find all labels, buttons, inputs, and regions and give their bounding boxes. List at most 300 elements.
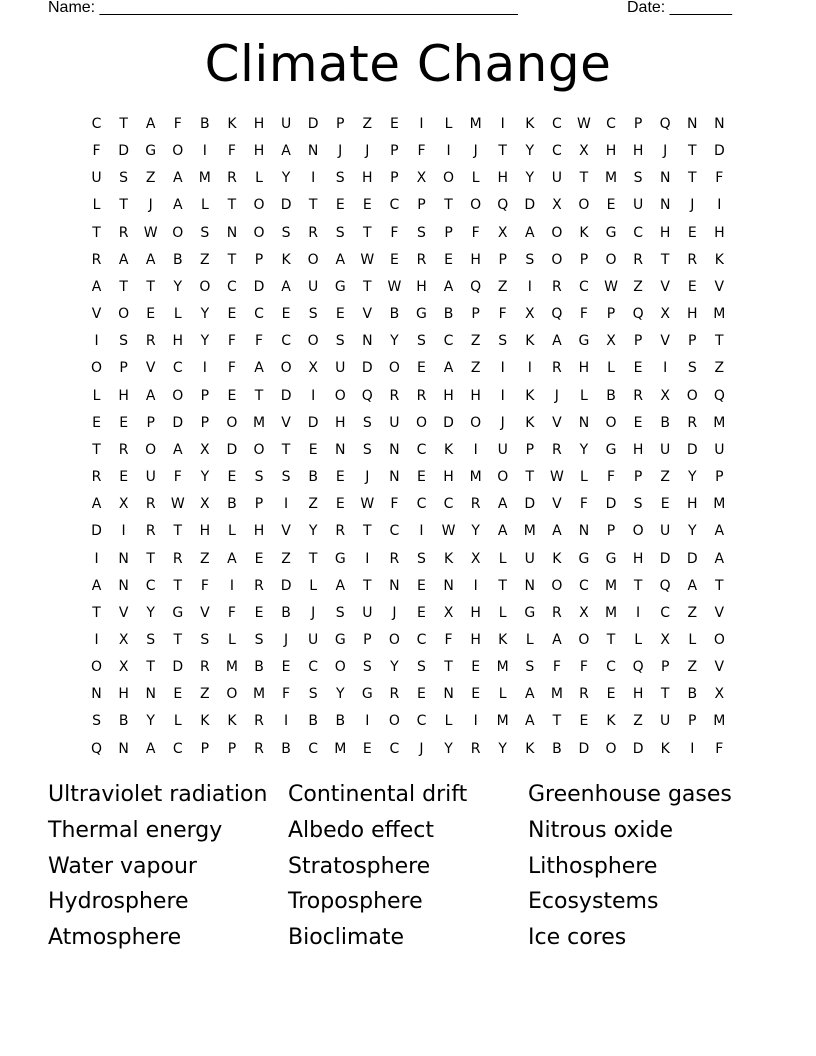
grid-letter: V [552, 414, 562, 431]
grid-letter: L [607, 360, 615, 377]
grid-letter: T [444, 197, 453, 214]
grid-letter: S [335, 170, 345, 187]
grid-letter: J [338, 143, 343, 160]
grid-letter: H [253, 143, 265, 160]
grid-letter: F [254, 333, 264, 350]
grid-letter: A [335, 251, 346, 268]
grid-row [83, 495, 733, 522]
grid-letter: Z [200, 686, 210, 703]
grid-letter: M [713, 496, 726, 513]
word-list-item: Ice cores [528, 925, 627, 951]
grid-letter: K [552, 550, 562, 567]
grid-letter: P [606, 523, 616, 540]
grid-letter: A [497, 523, 508, 540]
grid-letter: S [119, 333, 129, 350]
grid-letter: S [362, 441, 372, 458]
grid-letter: F [471, 224, 480, 241]
grid-letter: U [389, 414, 400, 431]
grid-row [83, 740, 733, 767]
grid-letter: D [578, 740, 590, 757]
grid-letter: G [605, 224, 617, 241]
grid-row [83, 196, 733, 223]
grid-letter: T [715, 333, 724, 350]
grid-letter: D [524, 197, 536, 214]
grid-letter: O [172, 143, 184, 160]
grid-letter: F [173, 116, 182, 132]
grid-letter: E [417, 469, 426, 486]
grid-letter: Z [145, 170, 156, 187]
grid-letter: E [471, 686, 481, 703]
grid-letter: T [687, 170, 697, 187]
grid-letter: R [552, 360, 562, 377]
grid-letter: P [633, 333, 643, 350]
grid-letter: L [228, 523, 236, 540]
grid-letter: Z [200, 251, 210, 268]
grid-letter: S [417, 659, 426, 676]
grid-letter: R [118, 224, 129, 241]
grid-letter: R [416, 251, 427, 268]
grid-letter: S [308, 306, 318, 323]
grid-letter: S [687, 360, 697, 377]
grid-letter: C [389, 197, 400, 214]
grid-letter: S [146, 631, 156, 648]
grid-letter: S [92, 713, 101, 730]
grid-letter: C [416, 631, 427, 648]
grid-letter: R [254, 577, 264, 594]
grid-letter: Y [687, 469, 697, 486]
grid-letter: Z [633, 713, 643, 730]
grid-letter: T [92, 604, 101, 621]
grid-letter: F [715, 170, 724, 187]
grid-letter: C [606, 659, 616, 676]
grid-letter: D [307, 414, 319, 431]
grid-letter: T [363, 523, 372, 540]
grid-letter: Z [497, 278, 508, 295]
grid-letter: M [604, 604, 618, 621]
grid-letter: D [659, 550, 671, 567]
grid-letter: Y [173, 278, 183, 295]
grid-row [83, 332, 733, 359]
grid-row [83, 278, 733, 305]
grid-letter: K [525, 333, 535, 350]
grid-letter: R [552, 441, 562, 458]
grid-letter: X [579, 143, 589, 160]
grid-letter: Y [525, 143, 535, 160]
grid-letter: B [389, 306, 400, 323]
grid-letter: S [281, 469, 291, 486]
grid-letter: O [578, 631, 590, 648]
grid-letter: A [91, 577, 102, 594]
grid-letter: C [145, 577, 156, 594]
grid-letter: G [172, 604, 184, 621]
grid-letter: N [389, 469, 400, 486]
grid-letter: M [252, 686, 266, 703]
grid-letter: R [227, 170, 237, 187]
grid-row [83, 522, 733, 549]
grid-letter: E [579, 713, 589, 730]
grid-letter: T [363, 278, 372, 295]
grid-letter: O [686, 387, 698, 404]
grid-letter: Q [632, 306, 644, 323]
grid-letter: T [254, 387, 264, 404]
grid-letter: D [361, 360, 373, 377]
grid-row [83, 441, 733, 468]
grid-letter: V [91, 306, 102, 323]
grid-row [83, 305, 733, 332]
grid-letter: F [227, 143, 236, 160]
grid-letter: V [660, 278, 670, 295]
grid-letter: R [145, 496, 156, 513]
grid-letter: O [388, 713, 400, 730]
grid-letter: Y [146, 713, 155, 730]
grid-letter: S [525, 659, 535, 676]
grid-letter: E [389, 116, 399, 132]
grid-letter: M [523, 523, 536, 540]
grid-letter: U [714, 441, 725, 458]
grid-letter: C [389, 523, 400, 540]
grid-letter: E [471, 659, 481, 676]
grid-row [83, 712, 733, 739]
grid-letter: A [443, 278, 454, 295]
grid-letter: D [253, 278, 265, 295]
grid-letter: O [551, 577, 563, 594]
grid-letter: P [119, 360, 128, 377]
grid-letter: Y [579, 441, 589, 458]
grid-letter: H [714, 224, 725, 241]
grid-letter: H [470, 387, 481, 404]
name-field-label: Name: _______________________________________________ [48, 0, 518, 16]
grid-letter: J [365, 143, 370, 160]
grid-letter: T [606, 631, 616, 648]
grid-letter: H [199, 523, 211, 540]
grid-letter: T [308, 550, 318, 567]
grid-letter: M [225, 659, 238, 676]
grid-letter: A [172, 170, 183, 187]
grid-letter: E [660, 496, 670, 513]
grid-letter: E [227, 306, 237, 323]
grid-letter: T [146, 278, 155, 295]
grid-letter: L [688, 631, 697, 648]
grid-letter: X [443, 604, 454, 621]
grid-letter: T [552, 713, 562, 730]
grid-letter: H [253, 116, 265, 132]
grid-row [83, 685, 733, 712]
grid-letter: E [687, 224, 697, 241]
grid-letter: F [715, 740, 724, 757]
grid-letter: X [416, 170, 427, 187]
grid-letter: C [443, 333, 454, 350]
grid-letter: T [92, 224, 101, 241]
grid-letter: M [252, 414, 266, 431]
grid-letter: T [227, 197, 237, 214]
grid-letter: P [254, 251, 264, 268]
grid-letter: A [145, 387, 156, 404]
grid-letter: S [254, 631, 264, 648]
grid-letter: O [605, 251, 617, 268]
word-list [48, 780, 788, 959]
grid-row [83, 604, 733, 631]
grid-letter: C [172, 360, 183, 377]
grid-letter: I [229, 577, 234, 594]
grid-letter: G [605, 550, 617, 567]
grid-letter: T [498, 143, 507, 160]
grid-letter: M [604, 170, 618, 187]
grid-letter: O [253, 197, 265, 214]
grid-letter: F [498, 306, 507, 323]
grid-letter: P [715, 469, 724, 486]
grid-letter: I [473, 577, 478, 594]
grid-letter: T [173, 577, 183, 594]
grid-letter: C [633, 224, 643, 241]
grid-letter: B [308, 469, 318, 486]
word-list-item: Troposphere [288, 889, 423, 915]
grid-letter: I [419, 523, 424, 540]
grid-row [83, 224, 733, 251]
grid-letter: A [172, 197, 183, 214]
grid-letter: B [552, 740, 562, 757]
grid-letter: L [525, 631, 534, 648]
grid-letter: Y [390, 333, 399, 350]
grid-letter: O [253, 224, 265, 241]
grid-letter: I [365, 713, 370, 730]
grid-letter: F [282, 686, 291, 703]
grid-letter: N [118, 550, 129, 567]
grid-letter: X [714, 686, 725, 703]
grid-letter: X [660, 387, 670, 404]
word-list-item: Lithosphere [528, 853, 658, 879]
grid-letter: N [659, 197, 671, 214]
grid-letter: L [309, 577, 318, 594]
grid-letter: K [498, 631, 508, 648]
grid-letter: O [497, 469, 509, 486]
grid-letter: T [281, 441, 291, 458]
grid-letter: P [606, 306, 616, 323]
grid-letter: O [307, 333, 319, 350]
date-field-label: Date: _______ [627, 0, 732, 16]
grid-letter: C [308, 740, 319, 757]
grid-letter: O [578, 197, 590, 214]
grid-letter: N [389, 577, 400, 594]
grid-letter: T [173, 631, 183, 648]
grid-letter: U [362, 604, 373, 621]
grid-letter: W [441, 523, 456, 540]
grid-letter: T [579, 170, 589, 187]
grid-letter: U [280, 116, 292, 132]
grid-row [83, 387, 733, 414]
grid-letter: A [145, 251, 156, 268]
grid-letter: P [200, 387, 210, 404]
grid-letter: I [500, 387, 505, 404]
grid-letter: J [311, 604, 316, 621]
grid-letter: P [254, 496, 264, 513]
grid-letter: A [281, 278, 291, 295]
grid-letter: X [497, 224, 508, 241]
word-list-item: Continental drift [288, 782, 468, 807]
grid-letter: H [632, 550, 644, 567]
grid-letter: A [525, 224, 535, 241]
grid-letter: L [471, 170, 480, 187]
grid-letter: L [255, 170, 263, 187]
grid-letter: V [552, 496, 562, 513]
grid-letter: Y [200, 333, 210, 350]
grid-letter: R [552, 278, 562, 295]
grid-letter: V [200, 604, 210, 621]
grid-letter: P [471, 306, 480, 323]
grid-letter: P [525, 441, 535, 458]
grid-letter: K [443, 441, 454, 458]
grid-letter: N [578, 523, 590, 540]
grid-letter: T [146, 659, 155, 676]
grid-letter: P [390, 170, 399, 187]
grid-letter: A [552, 333, 562, 350]
grid-letter: R [199, 659, 210, 676]
grid-letter: K [281, 251, 291, 268]
grid-letter: E [606, 686, 616, 703]
grid-letter: A [552, 523, 562, 540]
grid-letter: R [416, 387, 427, 404]
grid-letter: R [389, 550, 400, 567]
grid-letter: N [226, 224, 238, 241]
grid-letter: I [663, 360, 668, 377]
grid-letter: C [579, 577, 589, 594]
grid-letter: I [473, 441, 478, 458]
grid-letter: N [524, 577, 536, 594]
grid-letter: W [360, 496, 375, 513]
grid-letter: H [497, 170, 508, 187]
grid-letter: U [660, 523, 671, 540]
grid-letter: S [200, 224, 210, 241]
grid-letter: Z [470, 360, 481, 377]
grid-letter: O [226, 414, 238, 431]
grid-letter: K [443, 550, 454, 567]
grid-letter: Z [660, 469, 670, 486]
grid-letter: R [145, 333, 156, 350]
grid-letter: E [254, 604, 264, 621]
grid-letter: L [498, 604, 507, 621]
grid-letter: X [524, 306, 535, 323]
grid-letter: R [308, 224, 319, 241]
grid-letter: U [524, 550, 535, 567]
grid-letter: C [227, 278, 237, 295]
grid-letter: Y [444, 740, 453, 757]
grid-letter: L [498, 686, 507, 703]
grid-letter: B [308, 713, 318, 730]
word-list-item: Greenhouse gases [528, 782, 732, 807]
grid-letter: S [119, 170, 129, 187]
grid-letter: W [387, 278, 402, 295]
grid-letter: E [633, 360, 643, 377]
grid-letter: I [202, 143, 207, 160]
grid-letter: C [551, 116, 562, 132]
grid-letter: L [580, 469, 588, 486]
grid-letter: A [91, 278, 102, 295]
grid-letter: O [470, 414, 482, 431]
grid-letter: I [365, 550, 370, 567]
grid-letter: O [334, 659, 346, 676]
grid-letter: D [524, 496, 536, 513]
grid-letter: B [118, 713, 129, 730]
grid-letter: Z [687, 659, 698, 676]
grid-row [83, 658, 733, 685]
grid-letter: O [172, 224, 184, 241]
grid-letter: L [634, 631, 642, 648]
grid-letter: S [525, 251, 535, 268]
grid-letter: H [443, 387, 454, 404]
grid-letter: V [714, 659, 725, 676]
grid-letter: U [551, 170, 562, 187]
grid-letter: O [280, 360, 292, 377]
grid-letter: P [200, 740, 210, 757]
grid-letter: T [363, 577, 372, 594]
grid-letter: M [713, 306, 726, 323]
page-title: Climate Change [204, 35, 612, 93]
grid-letter: E [335, 306, 345, 323]
grid-letter: A [145, 116, 156, 132]
grid-letter: I [94, 631, 99, 648]
grid-letter: T [227, 251, 237, 268]
grid-letter: Z [308, 496, 318, 513]
grid-letter: F [579, 306, 588, 323]
grid-letter: R [118, 441, 129, 458]
grid-letter: C [308, 659, 319, 676]
grid-letter: E [606, 197, 616, 214]
grid-letter: U [632, 197, 644, 214]
grid-letter: L [444, 116, 453, 132]
grid-letter: N [443, 577, 454, 594]
grid-letter: P [688, 713, 697, 730]
grid-letter: Y [498, 740, 507, 757]
grid-letter: P [660, 659, 670, 676]
grid-letter: E [227, 469, 237, 486]
grid-letter: O [551, 251, 563, 268]
grid-letter: Z [362, 116, 373, 132]
grid-letter: G [524, 604, 536, 621]
grid-letter: D [686, 550, 698, 567]
grid-letter: R [389, 686, 400, 703]
grid-letter: T [687, 143, 697, 160]
grid-letter: B [281, 740, 291, 757]
grid-letter: E [254, 550, 264, 567]
grid-letter: J [148, 197, 153, 214]
grid-letter: T [173, 523, 183, 540]
grid-letter: C [606, 116, 616, 132]
grid-letter: F [417, 143, 426, 160]
grid-letter: K [227, 713, 237, 730]
grid-letter: I [636, 604, 641, 621]
grid-letter: C [416, 713, 427, 730]
grid-letter: B [335, 713, 346, 730]
grid-letter: P [417, 197, 426, 214]
grid-letter: S [200, 631, 210, 648]
grid-letter: E [362, 197, 372, 214]
grid-letter: E [362, 740, 372, 757]
grid-letter: H [118, 686, 129, 703]
grid-letter: Z [714, 360, 725, 377]
word-list-item: Bioclimate [288, 925, 405, 951]
grid-letter: O [713, 631, 725, 648]
grid-letter: X [660, 306, 670, 323]
grid-letter: F [227, 360, 236, 377]
grid-letter: X [308, 360, 318, 377]
grid-letter: I [717, 197, 722, 214]
grid-letter: F [606, 469, 616, 486]
grid-letter: L [173, 713, 182, 730]
grid-letter: H [578, 360, 590, 377]
grid-letter: P [363, 631, 372, 648]
grid-letter: D [91, 523, 102, 540]
grid-letter: U [91, 170, 102, 187]
grid-letter: C [254, 306, 264, 323]
